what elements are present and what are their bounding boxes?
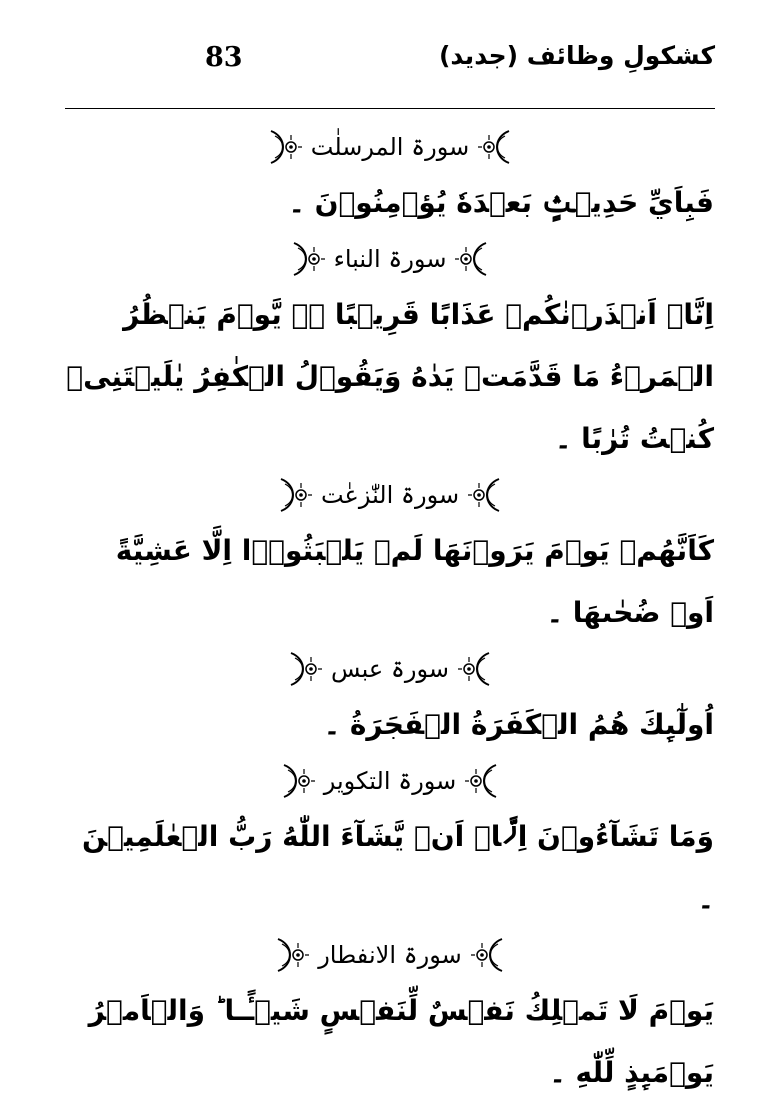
- floral-ornament-icon: [272, 935, 312, 975]
- page-number: 83: [205, 42, 243, 73]
- verse-text: اِنَّاۤ اَنۡذَرۡنٰكُمۡ عَذَابًا قَرِيۡبًا ۖۚ يَّوۡمَ يَنۡظُرُ الۡمَرۡءُ مَا قَدَّمَتۡ يَدٰهُ وَيَقُوۡلُ الۡكٰفِرُ يٰلَيۡتَنِىۡ كُنۡتُ تُرٰبًا ۔: [66, 298, 714, 455]
- surah-title: سورۃ عبس: [331, 655, 449, 683]
- floral-ornament-icon: [278, 761, 318, 801]
- surah-heading: [60, 234, 720, 284]
- surah-heading: [60, 644, 720, 694]
- floral-ornament-icon: [475, 127, 515, 167]
- floral-ornament-icon: [468, 935, 508, 975]
- verse-text: اُولٰٓٮِٕكَ هُمُ الۡكَفَرَةُ الۡفَجَرَةُ ۔: [323, 708, 714, 741]
- surah-block: [60, 644, 720, 756]
- surah-title: سورۃ المرسلٰت: [310, 133, 470, 161]
- floral-ornament-icon: [455, 649, 495, 689]
- book-title: کشکولِ وظائف (جدید): [438, 41, 715, 70]
- floral-ornament-icon: [285, 649, 325, 689]
- verse-text: وَمَا تَشَآءُوۡنَ اِلَّاۤ اَنۡ يَّشَآءَ اللّٰهُ رَبُّ الۡعٰلَمِيۡنَ ۔: [81, 820, 714, 915]
- surah-block: [60, 234, 720, 470]
- surah-block: [60, 756, 720, 930]
- floral-ornament-icon: [275, 475, 315, 515]
- verse-text: يَوۡمَ لَا تَمۡلِكُ نَفۡسٌ لِّنَفۡسٍ شَيۡـًٔـا ؕ وَالۡاَمۡرُ يَوۡمَٮِٕذٍ لِّلّٰهِ ۔: [88, 994, 714, 1089]
- surah-block: [60, 930, 720, 1104]
- floral-ornament-icon: [265, 127, 305, 167]
- verse-text: كَاَنَّهُمۡ يَوۡمَ يَرَوۡنَهَا لَمۡ يَلۡبَثُوۡۤا اِلَّا عَشِيَّةً اَوۡ ضُحٰٮهَا ۔: [115, 534, 714, 629]
- surah-title: سورۃ الانفطار: [318, 941, 462, 969]
- surah-heading: [60, 756, 720, 806]
- surah-block: [60, 470, 720, 644]
- surah-title: سورۃ النباء: [333, 245, 447, 273]
- header-divider: [65, 108, 715, 109]
- surah-title: سورۃ النّٰزعٰت: [320, 481, 460, 509]
- floral-ornament-icon: [288, 239, 328, 279]
- surah-block: [60, 122, 720, 234]
- surah-heading: [60, 930, 720, 980]
- floral-ornament-icon: [465, 475, 505, 515]
- floral-ornament-icon: [452, 239, 492, 279]
- surah-heading: [60, 470, 720, 520]
- floral-ornament-icon: [462, 761, 502, 801]
- page-header: [65, 32, 715, 92]
- surah-heading: [60, 122, 720, 172]
- surah-title: سورۃ التکویر: [323, 767, 457, 795]
- surah-list: [60, 122, 720, 1104]
- verse-text: فَبِاَيِّ حَدِيۡثٍۢ بَعۡدَهٗ يُؤۡمِنُوۡنَ ۔: [288, 186, 714, 219]
